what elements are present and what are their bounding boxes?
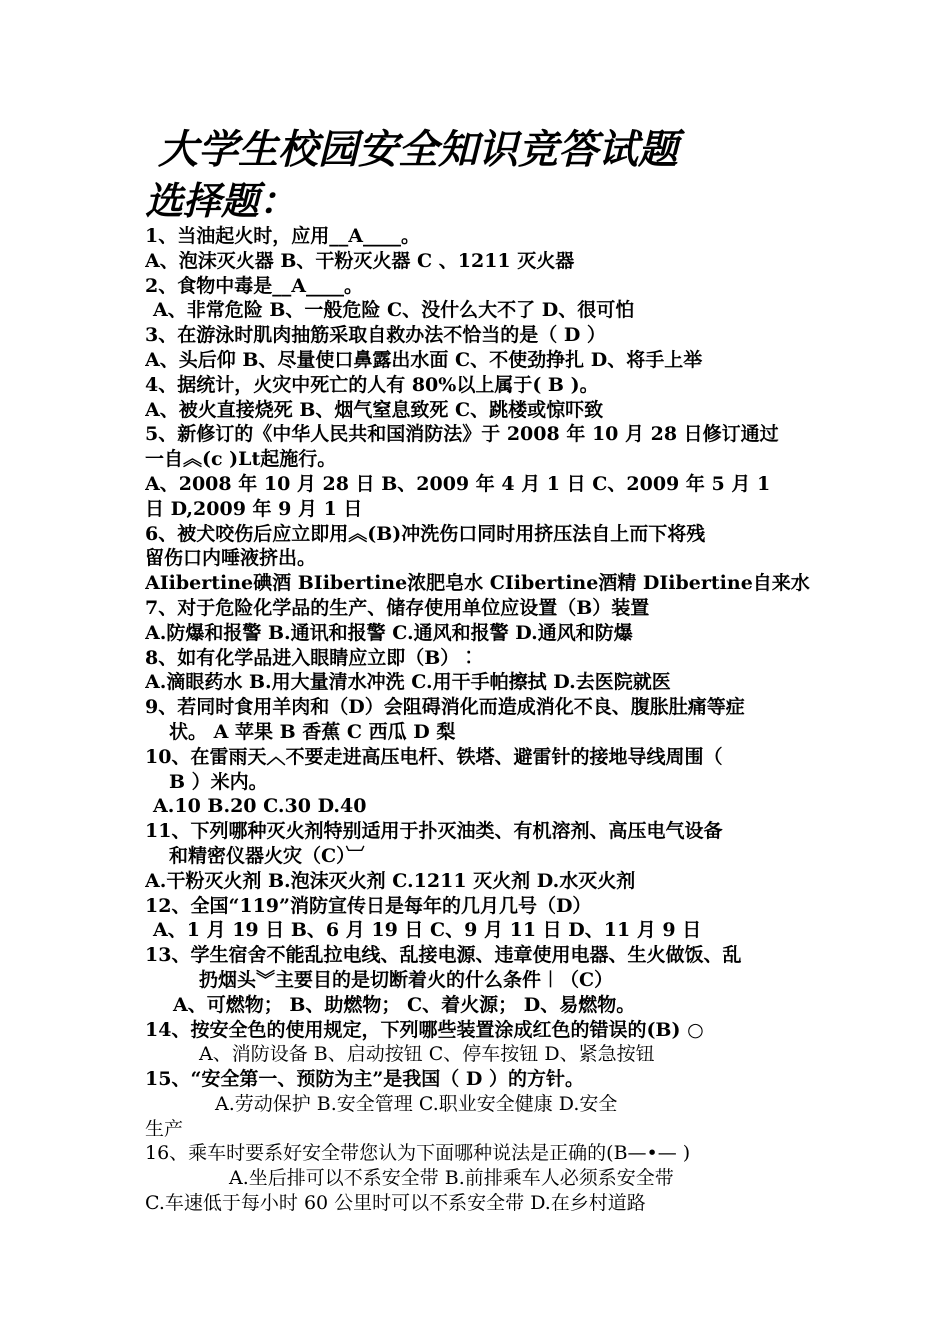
question-line: 12、全国“119”消防宣传日是每年的几月几号（D） — [145, 894, 592, 917]
question-line: 16、乘车时要系好安全带您认为下面哪种说法是正确的(B—•— ) — [145, 1142, 691, 1165]
option-line: A.坐后排可以不系安全带 B.前排乘车人必须系安全带 — [229, 1167, 674, 1190]
option-line: C.车速低于每小时 60 公里时可以不系安全带 D.在乡村道路 — [145, 1192, 646, 1215]
option-line: A、头后仰 B、尽量使口鼻露出水面 C、不使劲挣扎 D、将手上举 — [145, 348, 703, 371]
question-line: 3、在游泳时肌肉抽筋采取自救办法不恰当的是（ D ） — [145, 324, 606, 347]
page-title: 大学生校园安全知识竞答试题 — [158, 127, 678, 173]
question-line: 7、对于危险化学品的生产、储存使用单位应设置（B）装置 — [145, 596, 650, 619]
question-line: 一自︽(c )Lt起施行。 — [145, 448, 337, 471]
option-line: 生产 — [145, 1117, 184, 1140]
option-line: AIibertine碘酒 BIibertine浓肥皂水 CIibertine酒精 DIibertine自来水 — [145, 572, 810, 595]
question-line: 留伤口内唾液挤出。 — [145, 547, 317, 570]
option-line: A.防爆和报警 B.通讯和报警 C.通风和报警 D.通风和防爆 — [145, 621, 633, 644]
question-line: 14、按安全色的使用规定，下列哪些装置涂成红色的错误的(B) ○ — [145, 1018, 704, 1041]
option-line: A、泡沫灭火器 B、干粉灭火器 C 、1211 灭火器 — [145, 249, 575, 272]
question-list — [145, 224, 810, 1216]
option-line: A.滴眼药水 B.用大量清水冲洗 C.用干手帕擦拭 D.去医院就医 — [145, 671, 671, 694]
question-line: 10、在雷雨天︿不要走进高压电杆、铁塔、避雷针的接地导线周围（ — [145, 745, 723, 768]
question-line: 11、下列哪种灭火剂特别适用于扑灭油类、有机溶剂、高压电气设备 — [145, 820, 723, 843]
question-line: 和精密仪器火灾（C）︺ — [169, 844, 365, 867]
option-line: A.10 B.20 C.30 D.40 — [153, 795, 367, 818]
option-line: A、被火直接烧死 B、烟气窒息致死 C、跳楼或惊吓致 — [145, 398, 604, 421]
option-line: 日 D,2009 年 9 月 1 日 — [145, 497, 363, 520]
question-line: 9、若同时食用羊肉和（D）会阻碍消化而造成消化不良、腹胀肚痛等症 — [145, 696, 745, 719]
option-line: A、消防设备 B、启动按钮 C、停车按钮 D、紧急按钮 — [199, 1043, 655, 1066]
option-line: A、非常危险 B、一般危险 C、没什么大不了 D、很可怕 — [153, 299, 635, 322]
option-line: A、1 月 19 日 B、6 月 19 日 C、9 月 11 日 D、11 月 9 日 — [153, 919, 702, 942]
question-line: 1、当油起火时，应用__A____。 — [145, 225, 420, 247]
option-line: A、2008 年 10 月 28 日 B、2009 年 4 月 1 日 C、2009 年 5 月 1 — [145, 472, 771, 495]
question-line: 5、新修订的《中华人民共和国消防法》于 2008 年 10 月 28 日修订通过 — [145, 423, 779, 446]
section-heading: 选择题： — [145, 179, 298, 223]
question-line: 15、“安全第一、预防为主”是我国（ D ）的方针。 — [145, 1068, 585, 1091]
option-line: A.劳动保护 B.安全管理 C.职业安全健康 D.安全 — [215, 1092, 618, 1115]
question-line: 扔烟头︾主要目的是切断着火的什么条件︱（C） — [199, 968, 614, 991]
question-line: B ）米内。 — [169, 770, 268, 793]
question-line: 6、被犬咬伤后应立即用︽(B)冲洗伤口同时用挤压法自上而下将残 — [145, 522, 706, 545]
question-line: 2、食物中毒是__A____。 — [145, 274, 363, 297]
question-line: 4、据统计，火灾中死亡的人有 80%以上属于( B )。 — [145, 373, 599, 396]
option-line: 状。 A 苹果 B 香蕉 C 西瓜 D 梨 — [169, 720, 456, 743]
question-line: 13、学生宿舍不能乱拉电线、乱接电源、违章使用电器、生火做饭、乱 — [145, 944, 742, 967]
option-line: A.干粉灭火剂 B.泡沫灭火剂 C.1211 灭火剂 D.水灭火剂 — [145, 869, 636, 892]
option-line: A、可燃物； B、助燃物； C、着火源； D、易燃物。 — [173, 993, 636, 1016]
question-line: 8、如有化学品进入眼睛应立即（B）︰ — [145, 646, 479, 669]
